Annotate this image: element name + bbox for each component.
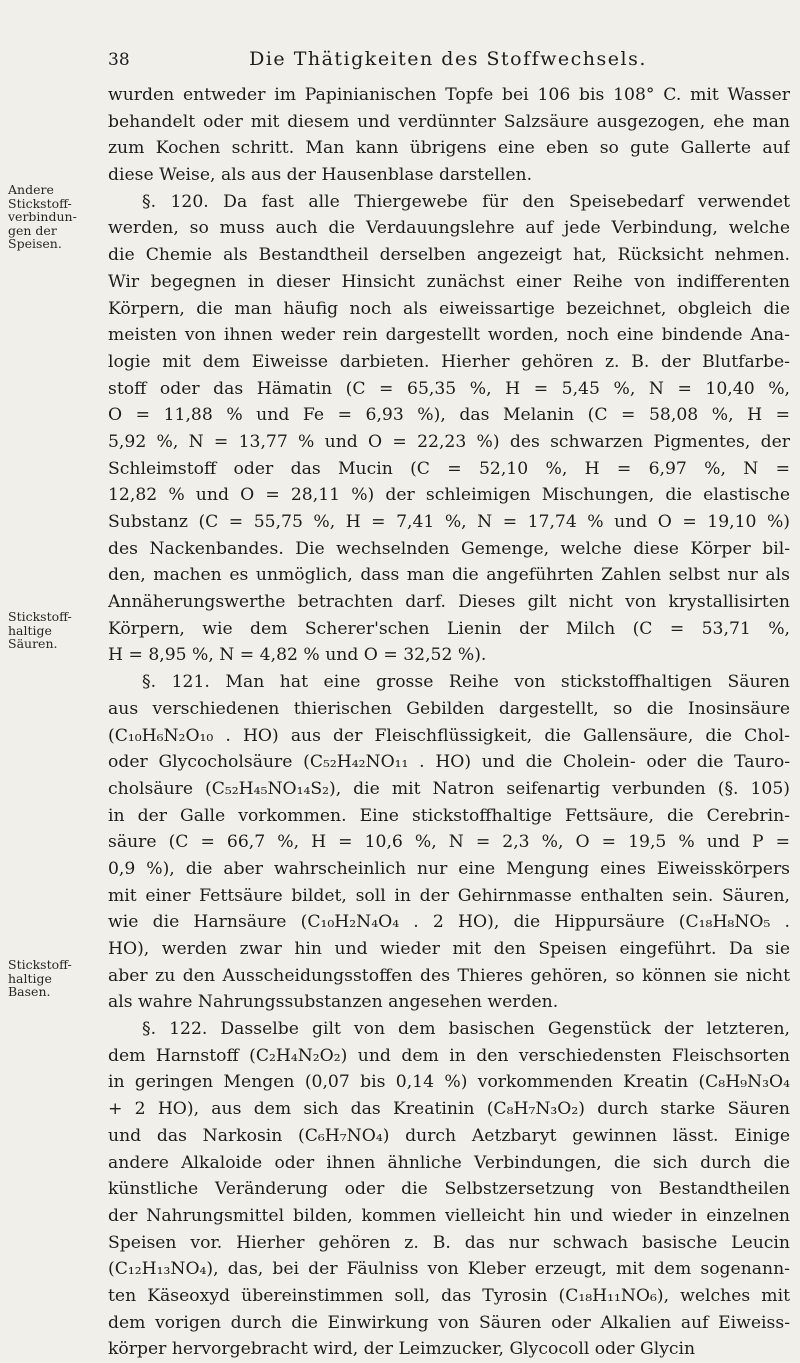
text-line: aber zu den Ausscheidungsstoffen des Thieres gehören, so können sie nicht	[108, 965, 790, 986]
text-line: der Nahrungsmittel bilden, kommen vielleicht hin und wieder in einzelnen	[108, 1205, 790, 1226]
margin-note-line: Stickstoff-	[8, 609, 72, 624]
text-line: die Chemie als Bestandtheil derselben angezeigt hat, Rücksicht nehmen.	[108, 245, 790, 266]
margin-note-line: Säuren.	[8, 636, 58, 651]
text-line: (C₁₂H₁₃NO₄), das, bei der Fäulniss von Kleber erzeugt, mit dem sogenann-	[108, 1259, 790, 1280]
text-line: mit einer Fettsäure bildet, soll in der Gehirnmasse enthalten sein. Säuren,	[108, 885, 790, 906]
margin-note-basen	[8, 958, 104, 999]
text-line: Körpern, wie dem Scherer'schen Lienin der Milch (C = 53,71 %,	[108, 618, 790, 639]
text-line: und das Narkosin (C₆H₇NO₄) durch Aetzbaryt gewinnen lässt. Einige	[108, 1125, 790, 1146]
margin-note-line: gen der	[8, 222, 57, 238]
text-line: körper hervorgebracht wird, der Leimzucker, Glycocoll oder Glycin	[108, 1339, 696, 1360]
text-line: in geringen Mengen (0,07 bis 0,14 %) vorkommenden Kreatin (C₈H₉N₃O₄	[108, 1072, 790, 1093]
text-line: andere Alkaloide oder ihnen ähnliche Verbindungen, die sich durch die	[108, 1152, 790, 1173]
text-line: wie die Harnsäure (C₁₀H₂N₄O₄ . 2 HO), die Hippursäure (C₁₈H₈NO₅ .	[108, 912, 790, 933]
page-header	[108, 48, 788, 78]
margin-note-line: haltige	[8, 622, 52, 638]
text-line: künstliche Veränderung oder die Selbstzersetzung von Bestandtheilen	[108, 1179, 790, 1200]
text-line: diese Weise, als aus der Hausenblase darstellen.	[108, 165, 533, 186]
margin-note-line: Basen.	[8, 984, 51, 999]
margin-note-line: haltige	[8, 970, 52, 986]
margin-note-line: Stickstoff-	[8, 957, 72, 972]
text-line: Schleimstoff oder das Mucin (C = 52,10 %, H = 6,97 %, N =	[108, 458, 790, 479]
text-line: Speisen vor. Hierher gehören z. B. das nur schwach basische Leucin	[108, 1232, 790, 1253]
margin-note-line: verbindun-	[8, 209, 77, 224]
text-line: oder Glycocholsäure (C₅₂H₄₂NO₁₁ . HO) und die Cholein- oder die Tauro-	[108, 752, 790, 773]
text-line: §. 120. Da fast alle Thiergewebe für den Speisebedarf verwendet	[142, 191, 790, 212]
text-line: (C₁₀H₆N₂O₁₀ . HO) aus der Fleischflüssigkeit, die Gallensäure, die Chol-	[108, 725, 790, 746]
text-line: Substanz (C = 55,75 %, H = 7,41 %, N = 17,74 % und O = 19,10 %)	[108, 512, 790, 532]
text-line: in der Galle vorkommen. Eine stickstoffhaltige Fettsäure, die Cerebrin-	[108, 805, 790, 826]
text-line: dem vorigen durch die Einwirkung von Säuren oder Alkalien auf Eiweiss-	[108, 1312, 790, 1333]
text-line: logie mit dem Eiweisse darbieten. Hierher gehören z. B. der Blutfarbe-	[108, 351, 790, 372]
page-number: 38	[108, 50, 130, 70]
text-line: behandelt oder mit diesem und verdünnter Salzsäure ausgezogen, ehe man	[108, 111, 790, 132]
text-line: meisten von ihnen weder rein dargestellt worden, noch eine bindende Ana-	[108, 325, 790, 346]
text-line: §. 122. Dasselbe gilt von dem basischen Gegenstück der letzteren,	[142, 1019, 790, 1040]
text-line: dem Harnstoff (C₂H₄N₂O₂) und dem in den verschiedensten Fleischsorten	[108, 1045, 790, 1066]
text-line: werden, so muss auch die Verdauungslehre auf jede Verbindung, welche	[108, 218, 790, 239]
margin-note-speisen	[8, 183, 104, 251]
margin-note-line: Stickstoff-	[8, 195, 72, 211]
text-line: cholsäure (C₅₂H₄₅NO₁₄S₂), die mit Natron seifenartig verbunden (§. 105)	[108, 778, 790, 799]
text-line: §. 121. Man hat eine grosse Reihe von stickstoffhaltigen Säuren	[142, 672, 790, 693]
text-line: HO), werden zwar hin und wieder mit den Speisen eingeführt. Da sie	[108, 939, 790, 959]
text-line: als wahre Nahrungssubstanzen angesehen werden.	[108, 992, 559, 1013]
text-line: ten Käseoxyd übereinstimmen soll, das Tyrosin (C₁₈H₁₁NO₆), welches mit	[108, 1285, 790, 1306]
margin-note-line: Speisen.	[8, 236, 62, 251]
text-line: den, machen es unmöglich, dass man die angeführten Zahlen selbst nur als	[108, 565, 790, 586]
text-line: 0,9 %), die aber wahrscheinlich nur eine Mengung eines Eiweisskörpers	[108, 858, 790, 879]
margin-note-saeuren	[8, 610, 104, 651]
text-line: + 2 HO), aus dem sich das Kreatinin (C₈H₇N₃O₂) durch starke Säuren	[108, 1099, 790, 1120]
text-line: stoff oder das Hämatin (C = 65,35 %, H = 5,45 %, N = 10,40 %,	[108, 378, 790, 399]
margin-note-line: Andere	[8, 182, 54, 197]
text-line: 5,92 %, N = 13,77 % und O = 22,23 %) des schwarzen Pigmentes, der	[108, 431, 790, 452]
text-line: Annäherungswerthe betrachten darf. Dieses gilt nicht von krystallisirten	[108, 592, 790, 613]
text-line: wurden entweder im Papinianischen Topfe bei 106 bis 108° C. mit Wasser	[108, 85, 790, 105]
text-line: Wir begegnen in dieser Hinsicht zunächst einer Reihe von indifferenten	[108, 271, 790, 292]
text-line: des Nackenbandes. Die wechselnden Gemenge, welche diese Körper bil-	[108, 538, 790, 559]
text-line: 12,82 % und O = 28,11 %) der schleimigen Mischungen, die elastische	[108, 485, 790, 506]
body-text	[108, 82, 790, 1363]
running-title: Die Thätigkeiten des Stoffwechsels.	[249, 48, 647, 70]
text-line: säure (C = 66,7 %, H = 10,6 %, N = 2,3 %, O = 19,5 % und P =	[108, 832, 790, 853]
text-line: aus verschiedenen thierischen Gebilden dargestellt, so die Inosinsäure	[108, 698, 790, 719]
text-line: O = 11,88 % und Fe = 6,93 %), das Melanin (C = 58,08 %, H =	[108, 405, 790, 426]
text-line: Körpern, die man häufig noch als eiweissartige bezeichnet, obgleich die	[108, 298, 790, 319]
text-line: zum Kochen schritt. Man kann übrigens eine eben so gute Gallerte auf	[108, 138, 790, 159]
text-line: H = 8,95 %, N = 4,82 % und O = 32,52 %).	[108, 645, 487, 666]
